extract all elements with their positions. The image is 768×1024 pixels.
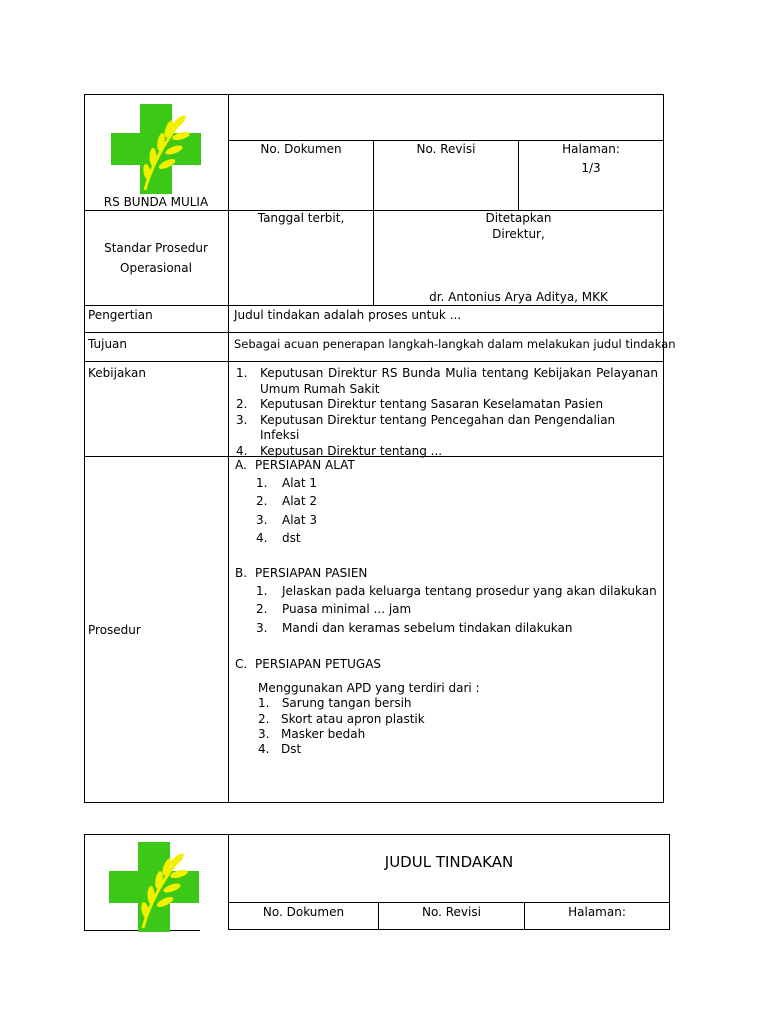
hospital-logo-icon: [109, 102, 203, 196]
page-value: 1/3: [581, 161, 601, 175]
list-item: Mandi dan keramas sebelum tindakan dilakukan: [282, 621, 573, 635]
list-item: Masker bedah: [281, 727, 366, 741]
page-label: Halaman:: [562, 142, 620, 156]
item-number: 3.: [256, 513, 268, 527]
list-item: 1. Keputusan Direktur RS Bunda Mulia tentang Kebijakan Pelayanan Umum Rumah Sakit: [236, 366, 658, 396]
list-item: Skort atau apron plastik: [281, 712, 425, 726]
item-number: 1.: [256, 584, 268, 598]
procedure-title: JUDUL TINDAKAN: [384, 853, 514, 871]
item-number: 2.: [258, 712, 270, 726]
hospital-name: RS BUNDA MULIA: [103, 195, 209, 209]
list-item: dst: [282, 531, 301, 545]
list-item: Dst: [281, 742, 302, 756]
section-c-title: PERSIAPAN PETUGAS: [255, 657, 382, 671]
item-number: 3.: [256, 621, 268, 635]
list-item: Puasa minimal ... jam: [282, 602, 412, 616]
list-item: Alat 1: [282, 476, 318, 490]
list-item: Alat 2: [282, 494, 318, 508]
tujuan-label: Tujuan: [88, 337, 128, 351]
kebijakan-list: [236, 366, 658, 460]
list-item: Alat 3: [282, 513, 318, 527]
hospital-logo-icon: [107, 840, 201, 934]
item-number: 2.: [256, 602, 268, 616]
list-item: 2. Keputusan Direktur tentang Sasaran Keselamatan Pasien: [236, 397, 604, 412]
item-number: 4.: [256, 531, 268, 545]
item-number: 1.: [258, 696, 270, 710]
approved-label: Ditetapkan: [485, 211, 552, 225]
section-a-letter: A.: [235, 458, 247, 472]
item-number: 4.: [258, 742, 270, 756]
section-b-title: PERSIAPAN PASIEN: [255, 566, 368, 580]
sop-title-line1: Standar Prosedur: [104, 241, 208, 255]
list-item: Sarung tangan bersih: [278, 696, 412, 710]
tujuan-text: Sebagai acuan penerapan langkah-langkah dalam melakukan judul tindakan: [234, 337, 676, 351]
director-name: dr. Antonius Arya Aditya, MKK: [429, 290, 608, 304]
list-item: 3. Keputusan Direktur tentang Pencegahan dan Pengendalian Infeksi: [236, 412, 616, 443]
revision-label: No. Revisi: [416, 142, 476, 156]
prosedur-label: Prosedur: [88, 623, 141, 637]
kebijakan-label: Kebijakan: [88, 366, 146, 380]
page-label: Halaman:: [568, 905, 626, 919]
section-c-intro: Menggunakan APD yang terdiri dari :: [258, 681, 480, 695]
section-c-letter: C.: [235, 657, 248, 671]
section-b-letter: B.: [235, 566, 248, 580]
list-item: Jelaskan pada keluarga tentang prosedur yang akan dilakukan: [282, 584, 657, 598]
item-number: 2.: [256, 494, 268, 508]
director-label: Direktur,: [492, 227, 545, 241]
item-number: 1.: [256, 476, 268, 490]
doc-number-label: No. Dokumen: [260, 142, 342, 156]
pengertian-text: Judul tindakan adalah proses untuk ...: [234, 308, 462, 322]
sop-title-line2: Operasional: [120, 261, 192, 275]
doc-number-label: No. Dokumen: [262, 905, 345, 919]
pengertian-label: Pengertian: [88, 308, 153, 322]
item-number: 3.: [258, 727, 270, 741]
issue-date-label: Tanggal terbit,: [257, 211, 345, 225]
list-item: 4. Keputusan Direktur tentang ...: [236, 443, 443, 458]
section-a-title: PERSIAPAN ALAT: [255, 458, 355, 472]
revision-label: No. Revisi: [422, 905, 481, 919]
